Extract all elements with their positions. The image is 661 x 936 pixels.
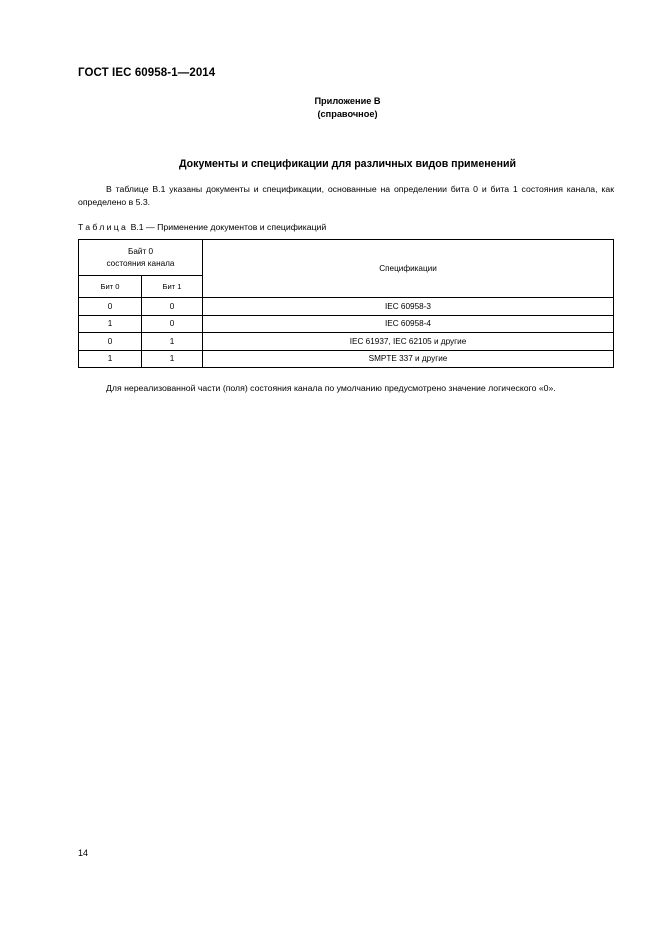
table-caption-text: В.1 — Применение документов и спецификаций bbox=[128, 222, 327, 232]
appendix-heading bbox=[0, 95, 661, 121]
section-title: Документы и спецификации для различных видов применений bbox=[179, 158, 516, 170]
table-caption bbox=[78, 222, 326, 232]
page-number: 14 bbox=[78, 848, 89, 858]
cell-bit0: 1 bbox=[79, 315, 142, 333]
header-byte-line2: состояния канала bbox=[106, 258, 175, 268]
cell-spec: IEC 61937, IEC 62105 и другие bbox=[203, 333, 614, 351]
cell-bit1: 1 bbox=[142, 333, 203, 351]
table-row bbox=[79, 350, 614, 368]
appendix-title: Приложение В bbox=[314, 96, 381, 106]
cell-spec: IEC 60958-3 bbox=[203, 298, 614, 316]
appendix-note: (справочное) bbox=[317, 109, 378, 119]
table-row bbox=[79, 315, 614, 333]
document-id: ГОСТ IEC 60958-1—2014 bbox=[78, 67, 216, 79]
cell-spec: SMPTE 337 и другие bbox=[203, 350, 614, 368]
header-spec: Спецификации bbox=[203, 240, 614, 298]
header-byte0 bbox=[79, 240, 203, 276]
cell-bit1: 1 bbox=[142, 350, 203, 368]
footer-note-paragraph: Для нереализованной части (поля) состояния канала по умолчанию предусмотрено значение логического «0». bbox=[106, 383, 556, 393]
table-header-row bbox=[79, 240, 614, 276]
cell-bit0: 0 bbox=[79, 333, 142, 351]
header-bit0: Бит 0 bbox=[79, 276, 142, 298]
header-bit1: Бит 1 bbox=[142, 276, 203, 298]
cell-bit0: 1 bbox=[79, 350, 142, 368]
table-row bbox=[79, 333, 614, 351]
cell-spec: IEC 60958-4 bbox=[203, 315, 614, 333]
table-row bbox=[79, 298, 614, 316]
table-caption-label: Таблица bbox=[78, 222, 129, 232]
section-title-block bbox=[0, 158, 661, 170]
header-byte-line1: Байт 0 bbox=[127, 246, 154, 256]
cell-bit1: 0 bbox=[142, 298, 203, 316]
intro-paragraph: В таблице В.1 указаны документы и спецификации, основанные на определении бита 0 и бита 1 состояния канала, как определено в 5.3. bbox=[78, 184, 614, 207]
cell-bit0: 0 bbox=[79, 298, 142, 316]
cell-bit1: 0 bbox=[142, 315, 203, 333]
spec-table bbox=[78, 239, 614, 368]
